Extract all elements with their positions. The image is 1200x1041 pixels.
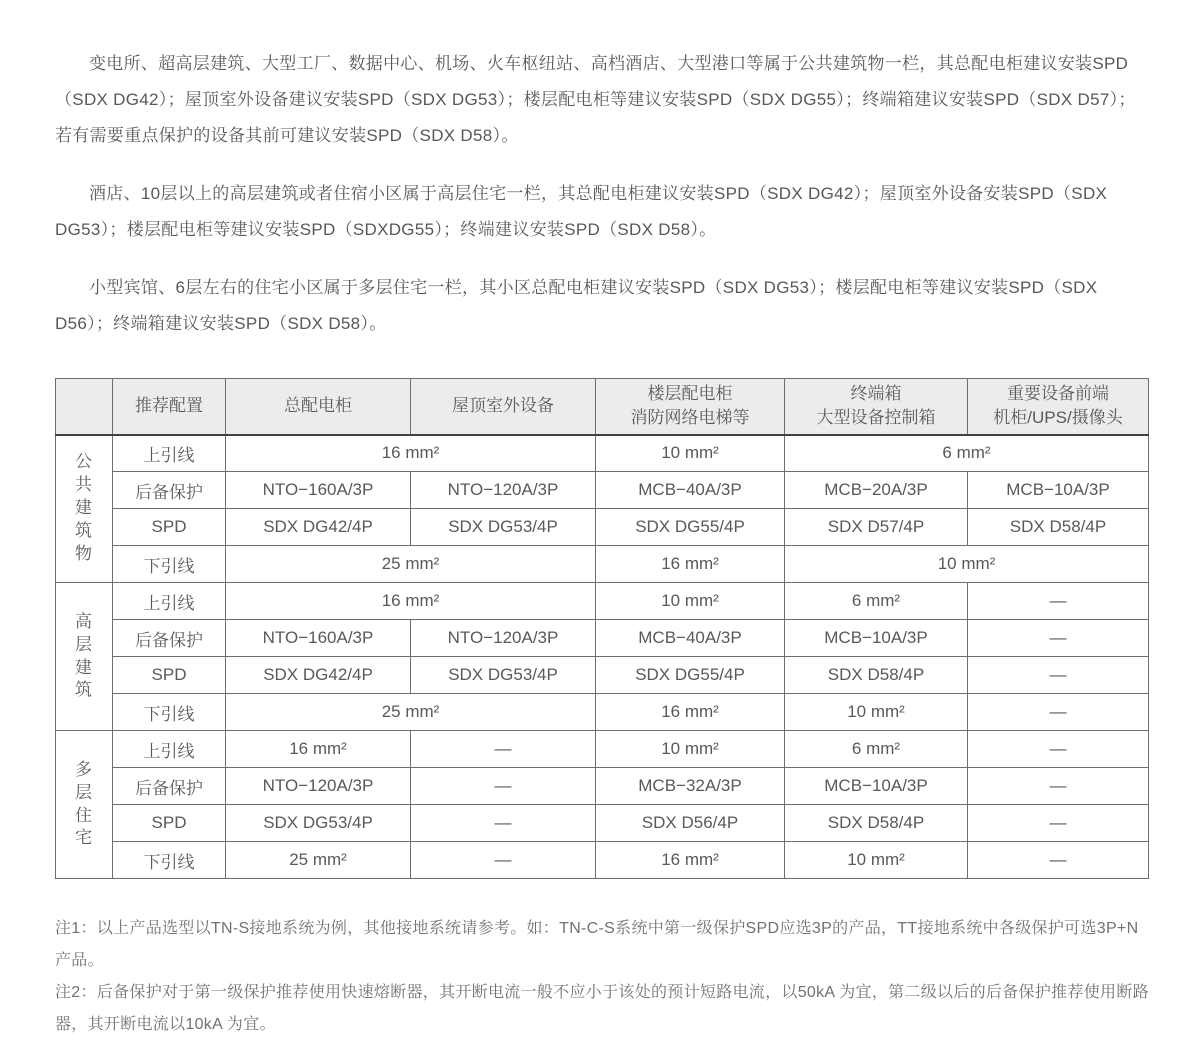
table-row xyxy=(56,472,1149,509)
footnotes xyxy=(55,913,1150,1041)
table-cell: 16 mm² xyxy=(596,694,785,731)
table-cell: — xyxy=(411,768,596,805)
table-cell: — xyxy=(968,620,1149,657)
column-header-floor-cabinet xyxy=(596,379,785,435)
table-row xyxy=(56,731,1149,768)
table-cell: 25 mm² xyxy=(226,694,596,731)
group-label-highrise: 高层建筑 xyxy=(56,583,113,731)
table-cell: MCB−10A/3P xyxy=(785,768,968,805)
table-row xyxy=(56,694,1149,731)
table-cell: — xyxy=(968,583,1149,620)
table-cell: — xyxy=(968,657,1149,694)
row-label: 后备保护 xyxy=(113,472,226,509)
table-cell: MCB−10A/3P xyxy=(968,472,1149,509)
table-cell: 10 mm² xyxy=(596,583,785,620)
group-label-public-buildings: 公共建筑物 xyxy=(56,435,113,583)
column-header-terminal-box xyxy=(785,379,968,435)
table-cell: 16 mm² xyxy=(226,583,596,620)
table-cell: MCB−10A/3P xyxy=(785,620,968,657)
table-cell: 6 mm² xyxy=(785,731,968,768)
column-header-line2: 消防网络电梯等 xyxy=(630,408,750,428)
corner-cell xyxy=(56,379,113,435)
row-label: 后备保护 xyxy=(113,620,226,657)
table-cell: SDX DG53/4P xyxy=(226,805,411,842)
table-header-row xyxy=(56,379,1149,435)
intro-paragraph-multistorey: 小型宾馆、6层左右的住宅小区属于多层住宅一栏，其小区总配电柜建议安装SPD（SDX DG53）；楼层配电柜等建议安装SPD（SDX D56）；终端箱建议安装SPD（SDX D58）。 xyxy=(55,278,1098,333)
table-cell: — xyxy=(968,842,1149,879)
group-label-multistorey: 多层住宅 xyxy=(56,731,113,879)
table-cell: — xyxy=(411,805,596,842)
row-label: SPD xyxy=(113,657,226,694)
table-cell: NTO−160A/3P xyxy=(226,620,411,657)
table-row xyxy=(56,435,1149,472)
row-label: SPD xyxy=(113,805,226,842)
table-row xyxy=(56,768,1149,805)
table-cell: SDX DG55/4P xyxy=(596,509,785,546)
table-cell: 25 mm² xyxy=(226,842,411,879)
table-cell: SDX DG53/4P xyxy=(411,509,596,546)
table-row xyxy=(56,842,1149,879)
table-cell: 16 mm² xyxy=(596,842,785,879)
row-label: 上引线 xyxy=(113,435,226,472)
row-label: SPD xyxy=(113,509,226,546)
column-header-config: 推荐配置 xyxy=(113,379,226,435)
table-cell: 6 mm² xyxy=(785,583,968,620)
table-cell: 10 mm² xyxy=(785,842,968,879)
table-cell: 16 mm² xyxy=(596,546,785,583)
column-header-line1: 楼层配电柜 xyxy=(647,384,733,404)
table-cell: SDX D58/4P xyxy=(785,805,968,842)
table-row xyxy=(56,583,1149,620)
row-label: 后备保护 xyxy=(113,768,226,805)
table-cell: SDX DG53/4P xyxy=(411,657,596,694)
table-cell: SDX D57/4P xyxy=(785,509,968,546)
column-header-critical-equipment xyxy=(968,379,1149,435)
row-label: 下引线 xyxy=(113,842,226,879)
table-row xyxy=(56,657,1149,694)
table-row xyxy=(56,509,1149,546)
table-cell: — xyxy=(411,731,596,768)
table-cell: SDX D56/4P xyxy=(596,805,785,842)
footnote-2: 注2：后备保护对于第一级保护推荐使用快速熔断器，其开断电流一般不应小于该处的预计短路电流，以50kA 为宜，第二级以后的后备保护推荐使用断路器，其开断电流以10kA 为宜。 xyxy=(55,984,1149,1033)
table-row xyxy=(56,805,1149,842)
table-cell: — xyxy=(968,694,1149,731)
table-cell: — xyxy=(411,842,596,879)
table-cell: MCB−32A/3P xyxy=(596,768,785,805)
column-header-main-cabinet: 总配电柜 xyxy=(226,379,411,435)
table-cell: SDX DG42/4P xyxy=(226,657,411,694)
column-header-line1: 重要设备前端 xyxy=(1007,384,1109,404)
table-cell: 10 mm² xyxy=(785,546,1149,583)
table-cell: 10 mm² xyxy=(785,694,968,731)
table-cell: — xyxy=(968,768,1149,805)
table-cell: NTO−120A/3P xyxy=(411,620,596,657)
table-cell: SDX D58/4P xyxy=(785,657,968,694)
column-header-line1: 终端箱 xyxy=(850,384,902,404)
row-label: 上引线 xyxy=(113,583,226,620)
table-cell: — xyxy=(968,805,1149,842)
table-cell: MCB−40A/3P xyxy=(596,472,785,509)
table-cell: NTO−160A/3P xyxy=(226,472,411,509)
intro-paragraph-highrise: 酒店、10层以上的高层建筑或者住宿小区属于高层住宅一栏，其总配电柜建议安装SPD（SDX DG42）；屋顶室外设备安装SPD（SDX DG53）；楼层配电柜等建议安装SPD（SDXDG55）；终端建议安装SPD（SDX D58）。 xyxy=(55,184,1108,239)
table-cell: MCB−40A/3P xyxy=(596,620,785,657)
row-label: 下引线 xyxy=(113,546,226,583)
row-label: 下引线 xyxy=(113,694,226,731)
row-label: 上引线 xyxy=(113,731,226,768)
footnote-1: 注1：以上产品选型以TN-S接地系统为例，其他接地系统请参考。如：TN-C-S系统中第一级保护SPD应选3P的产品，TT接地系统中各级保护可选3P+N产品。 xyxy=(55,920,1139,969)
spd-recommendation-table xyxy=(55,378,1149,879)
table-cell: MCB−20A/3P xyxy=(785,472,968,509)
column-header-rooftop: 屋顶室外设备 xyxy=(411,379,596,435)
table-row xyxy=(56,620,1149,657)
column-header-line2: 大型设备控制箱 xyxy=(816,408,936,428)
table-cell: 10 mm² xyxy=(596,731,785,768)
table-row xyxy=(56,546,1149,583)
intro-paragraph-public-buildings: 变电所、超高层建筑、大型工厂、数据中心、机场、火车枢纽站、高档酒店、大型港口等属于公共建筑物一栏，其总配电柜建议安装SPD（SDX DG42）；屋顶室外设备建议安装SPD（SDX DG53）；楼层配电柜等建议安装SPD（SDX DG55）；终端箱建议安装SPD（SDX D57）；若有需要重点保护的设备其前可建议安装SPD（SDX D58）。 xyxy=(55,54,1136,145)
column-header-line2: 机柜/UPS/摄像头 xyxy=(993,408,1123,428)
table-cell: 25 mm² xyxy=(226,546,596,583)
table-cell: SDX DG55/4P xyxy=(596,657,785,694)
table-cell: 16 mm² xyxy=(226,435,596,472)
table-cell: 10 mm² xyxy=(596,435,785,472)
table-cell: 16 mm² xyxy=(226,731,411,768)
table-cell: NTO−120A/3P xyxy=(411,472,596,509)
table-cell: — xyxy=(968,731,1149,768)
table-cell: 6 mm² xyxy=(785,435,1149,472)
table-cell: SDX DG42/4P xyxy=(226,509,411,546)
table-cell: NTO−120A/3P xyxy=(226,768,411,805)
table-cell: SDX D58/4P xyxy=(968,509,1149,546)
